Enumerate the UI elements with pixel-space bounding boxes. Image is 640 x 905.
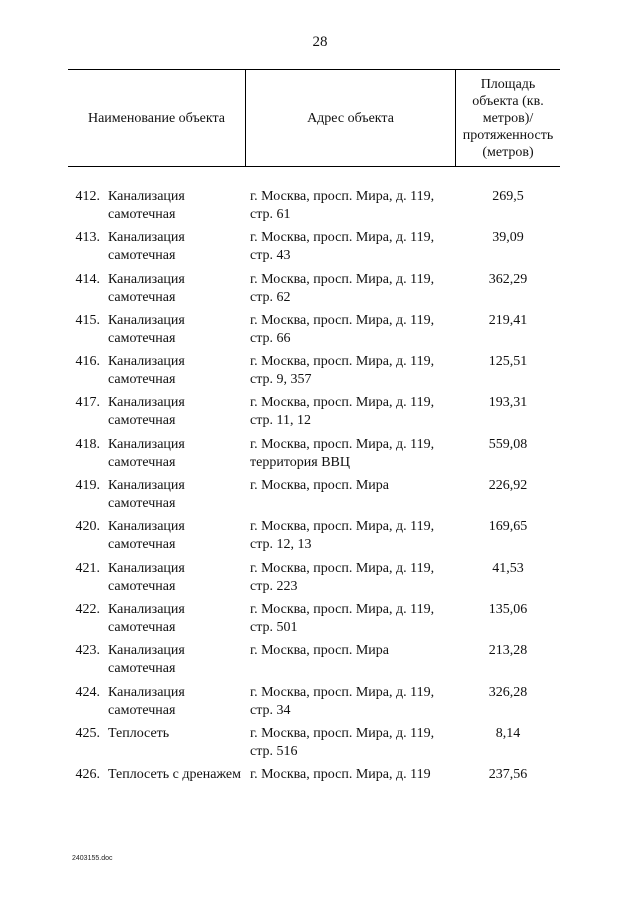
row-name: Теплосеть xyxy=(108,725,170,741)
row-area: 41,53 xyxy=(492,560,524,576)
row-area: 559,08 xyxy=(488,436,528,452)
header-address: Адрес объекта xyxy=(246,70,456,166)
row-name: Канализация самотечная xyxy=(108,684,185,718)
row-number: 414. xyxy=(75,271,100,287)
row-number: 415. xyxy=(75,312,100,328)
row-number: 421. xyxy=(75,560,100,576)
table-row xyxy=(0,353,640,394)
row-number: 425. xyxy=(75,725,100,741)
row-name: Канализация самотечная xyxy=(108,354,185,388)
row-address: г. Москва, просп. Мира, д. 119, стр. 62 xyxy=(250,271,435,305)
row-area: 135,06 xyxy=(488,601,528,617)
table-row xyxy=(0,766,640,807)
row-number: 416. xyxy=(75,354,100,370)
row-address: г. Москва, просп. Мира, д. 119, стр. 516 xyxy=(250,725,435,759)
row-name: Канализация самотечная xyxy=(108,271,185,305)
row-name: Теплосеть с дренажем xyxy=(108,767,241,783)
header-name: Наименование объекта xyxy=(68,70,246,166)
row-area: 169,65 xyxy=(488,519,528,535)
row-area: 213,28 xyxy=(488,643,528,659)
row-number: 423. xyxy=(75,643,100,659)
table-row xyxy=(0,642,640,683)
table-row xyxy=(0,229,640,270)
table-row xyxy=(0,560,640,601)
row-address: г. Москва, просп. Мира, д. 119, стр. 43 xyxy=(250,230,435,264)
row-address: г. Москва, просп. Мира, д. 119, стр. 34 xyxy=(250,684,435,718)
row-name: Канализация самотечная xyxy=(108,189,185,222)
row-address: г. Москва, просп. Мира, д. 119, стр. 223 xyxy=(250,560,435,594)
row-name: Канализация самотечная xyxy=(108,519,185,553)
row-number: 417. xyxy=(75,395,100,411)
row-area: 219,41 xyxy=(488,312,528,328)
table-row xyxy=(0,684,640,725)
row-area: 193,31 xyxy=(488,395,528,411)
row-area: 8,14 xyxy=(495,725,521,741)
header-area: Площадь объекта (кв. метров)/ протяженность (метров) xyxy=(462,76,554,160)
row-name: Канализация самотечная xyxy=(108,230,185,264)
row-name: Канализация самотечная xyxy=(108,395,185,429)
row-name: Канализация самотечная xyxy=(108,312,185,346)
row-address: г. Москва, просп. Мира, д. 119 xyxy=(250,767,431,783)
table-row xyxy=(0,477,640,518)
table-body xyxy=(0,188,640,807)
table-row xyxy=(0,601,640,642)
row-name: Канализация самотечная xyxy=(108,560,185,594)
table-row xyxy=(0,188,640,229)
row-area: 125,51 xyxy=(488,354,528,370)
row-address: г. Москва, просп. Мира, д. 119, стр. 61 xyxy=(250,189,435,222)
table-row xyxy=(0,312,640,353)
row-address: г. Москва, просп. Мира, д. 119, стр. 9, 357 xyxy=(250,354,435,388)
row-number: 420. xyxy=(75,519,100,535)
row-area: 226,92 xyxy=(488,478,528,494)
row-area: 39,09 xyxy=(492,230,524,246)
row-number: 412. xyxy=(75,189,100,204)
row-number: 419. xyxy=(75,478,100,494)
table-row xyxy=(0,518,640,559)
row-address: г. Москва, просп. Мира, д. 119, территория ВВЦ xyxy=(250,436,435,470)
row-area: 237,56 xyxy=(488,767,528,783)
page-number: 28 xyxy=(312,34,328,50)
row-address: г. Москва, просп. Мира, д. 119, стр. 12, 13 xyxy=(250,519,435,553)
document-filename: 2403155.doc xyxy=(72,855,113,862)
table-row xyxy=(0,271,640,312)
row-number: 422. xyxy=(75,601,100,617)
row-address: г. Москва, просп. Мира, д. 119, стр. 501 xyxy=(250,601,435,635)
row-address: г. Москва, просп. Мира xyxy=(250,643,389,659)
row-area: 269,5 xyxy=(492,189,524,204)
row-number: 426. xyxy=(75,767,100,783)
table-row xyxy=(0,394,640,435)
row-name: Канализация самотечная xyxy=(108,643,185,677)
row-address: г. Москва, просп. Мира, д. 119, стр. 11, 12 xyxy=(250,395,435,429)
row-number: 424. xyxy=(75,684,100,700)
row-area: 362,29 xyxy=(488,271,528,287)
row-name: Канализация самотечная xyxy=(108,601,185,635)
row-number: 418. xyxy=(75,436,100,452)
row-address: г. Москва, просп. Мира, д. 119, стр. 66 xyxy=(250,312,435,346)
row-address: г. Москва, просп. Мира xyxy=(250,478,389,494)
table-row xyxy=(0,436,640,477)
row-number: 413. xyxy=(75,230,100,246)
row-name: Канализация самотечная xyxy=(108,436,185,470)
table-header xyxy=(68,69,560,167)
row-name: Канализация самотечная xyxy=(108,478,185,512)
table-row xyxy=(0,725,640,766)
row-area: 326,28 xyxy=(488,684,528,700)
